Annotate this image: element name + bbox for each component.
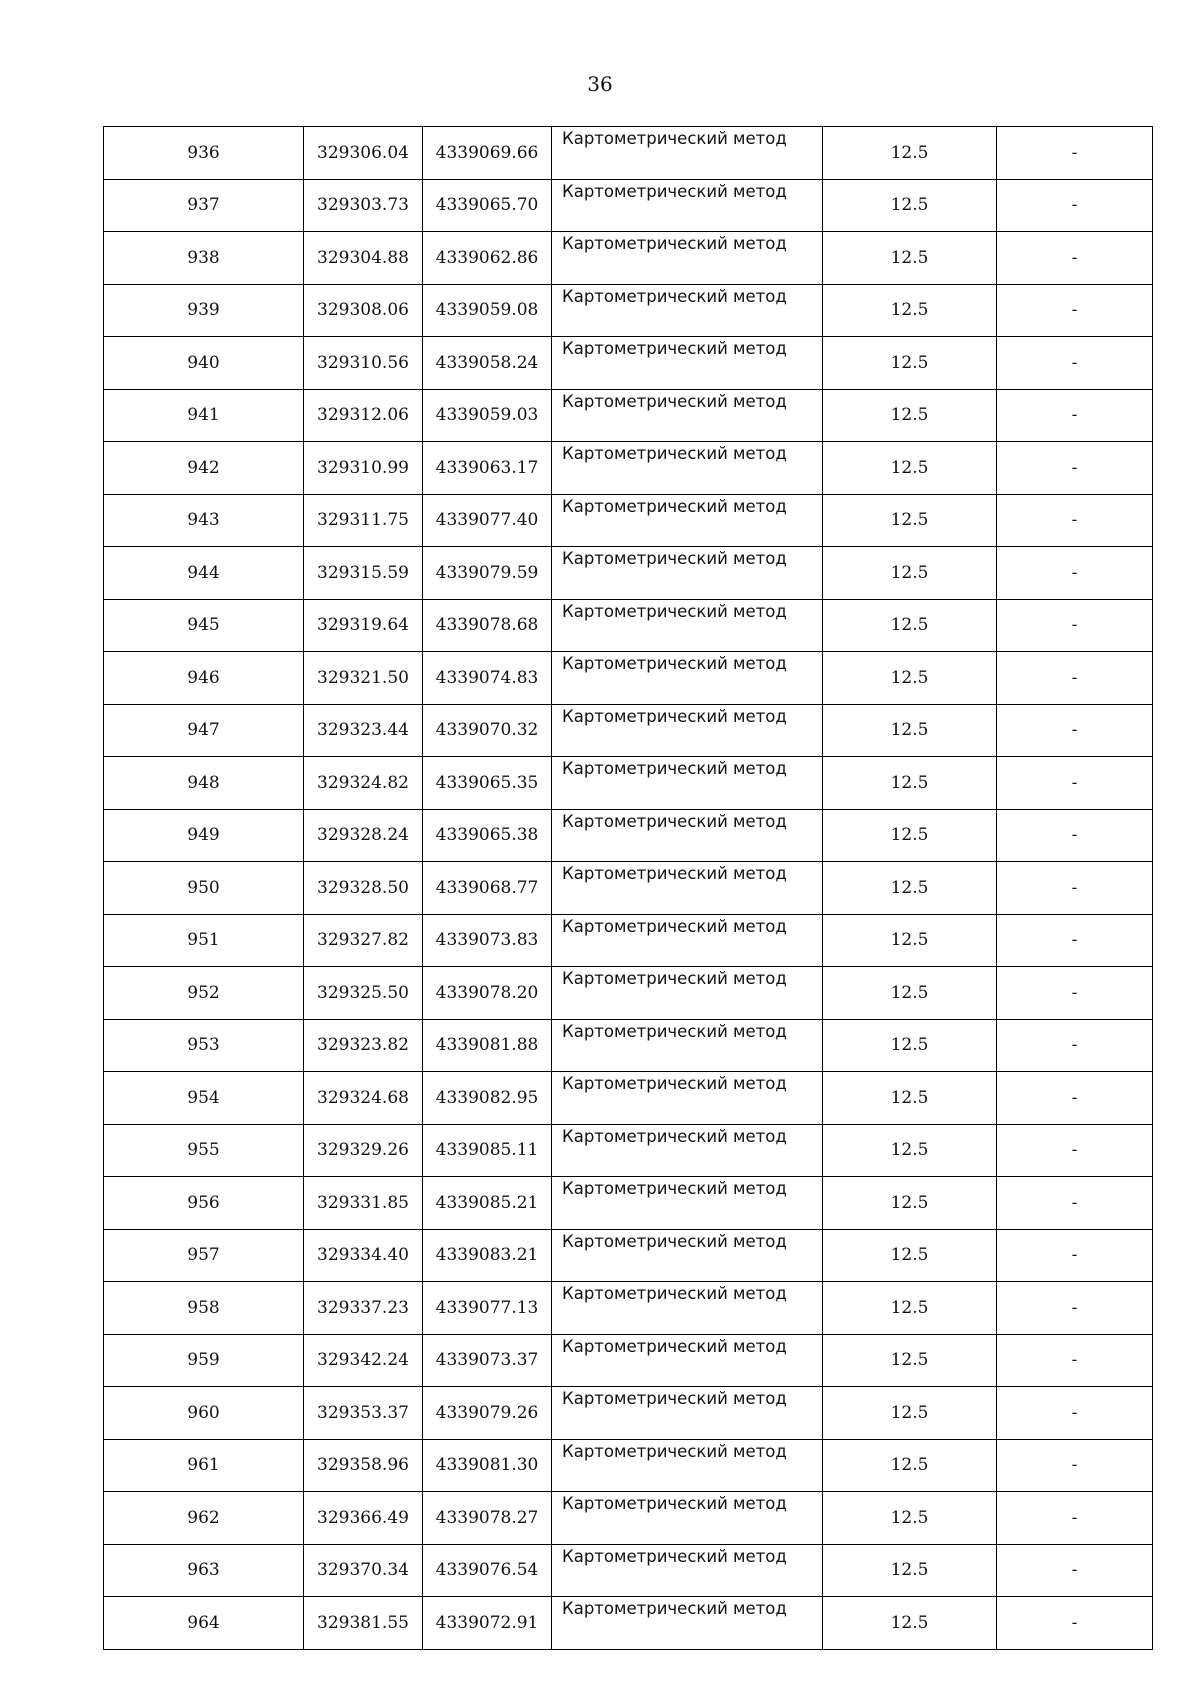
accuracy-cell: 12.5: [823, 284, 997, 337]
table-row: [104, 599, 1153, 652]
x-coordinate-cell: 329303.73: [304, 179, 423, 232]
y-coordinate-cell: 4339077.13: [423, 1282, 552, 1335]
table-row: [104, 232, 1153, 285]
point-number-cell: 952: [104, 967, 304, 1020]
point-number-cell: 937: [104, 179, 304, 232]
point-number-cell: 939: [104, 284, 304, 337]
x-coordinate-cell: 329353.37: [304, 1387, 423, 1440]
x-coordinate-cell: 329381.55: [304, 1597, 423, 1650]
table-row: [104, 284, 1153, 337]
y-coordinate-cell: 4339078.68: [423, 599, 552, 652]
table-row: [104, 757, 1153, 810]
x-coordinate-cell: 329331.85: [304, 1177, 423, 1230]
note-cell: -: [997, 1492, 1153, 1545]
accuracy-cell: 12.5: [823, 1124, 997, 1177]
note-cell: -: [997, 1229, 1153, 1282]
y-coordinate-cell: 4339078.27: [423, 1492, 552, 1545]
point-number-cell: 954: [104, 1072, 304, 1125]
method-cell: Картометрический метод: [552, 704, 823, 757]
table-row: [104, 704, 1153, 757]
point-number-cell: 944: [104, 547, 304, 600]
x-coordinate-cell: 329324.82: [304, 757, 423, 810]
accuracy-cell: 12.5: [823, 127, 997, 180]
note-cell: -: [997, 232, 1153, 285]
method-cell: Картометрический метод: [552, 389, 823, 442]
table-row: [104, 1492, 1153, 1545]
point-number-cell: 945: [104, 599, 304, 652]
x-coordinate-cell: 329319.64: [304, 599, 423, 652]
x-coordinate-cell: 329311.75: [304, 494, 423, 547]
accuracy-cell: 12.5: [823, 337, 997, 390]
point-number-cell: 962: [104, 1492, 304, 1545]
note-cell: -: [997, 757, 1153, 810]
x-coordinate-cell: 329328.24: [304, 809, 423, 862]
accuracy-cell: 12.5: [823, 1334, 997, 1387]
note-cell: -: [997, 442, 1153, 495]
coordinates-table: [103, 126, 1153, 1650]
table-row: [104, 127, 1153, 180]
point-number-cell: 960: [104, 1387, 304, 1440]
accuracy-cell: 12.5: [823, 547, 997, 600]
accuracy-cell: 12.5: [823, 1439, 997, 1492]
accuracy-cell: 12.5: [823, 704, 997, 757]
table-row: [104, 862, 1153, 915]
y-coordinate-cell: 4339077.40: [423, 494, 552, 547]
y-coordinate-cell: 4339074.83: [423, 652, 552, 705]
note-cell: -: [997, 809, 1153, 862]
accuracy-cell: 12.5: [823, 232, 997, 285]
table-row: [104, 1597, 1153, 1650]
table-row: [104, 1177, 1153, 1230]
y-coordinate-cell: 4339073.83: [423, 914, 552, 967]
table-row: [104, 1072, 1153, 1125]
table-row: [104, 809, 1153, 862]
y-coordinate-cell: 4339073.37: [423, 1334, 552, 1387]
x-coordinate-cell: 329321.50: [304, 652, 423, 705]
method-cell: Картометрический метод: [552, 914, 823, 967]
note-cell: -: [997, 862, 1153, 915]
method-cell: Картометрический метод: [552, 1492, 823, 1545]
accuracy-cell: 12.5: [823, 1492, 997, 1545]
note-cell: -: [997, 337, 1153, 390]
table-row: [104, 442, 1153, 495]
x-coordinate-cell: 329306.04: [304, 127, 423, 180]
accuracy-cell: 12.5: [823, 809, 997, 862]
x-coordinate-cell: 329327.82: [304, 914, 423, 967]
point-number-cell: 947: [104, 704, 304, 757]
table-row: [104, 1544, 1153, 1597]
note-cell: -: [997, 704, 1153, 757]
point-number-cell: 943: [104, 494, 304, 547]
accuracy-cell: 12.5: [823, 389, 997, 442]
table-row: [104, 914, 1153, 967]
x-coordinate-cell: 329310.56: [304, 337, 423, 390]
accuracy-cell: 12.5: [823, 599, 997, 652]
accuracy-cell: 12.5: [823, 1597, 997, 1650]
note-cell: -: [997, 1334, 1153, 1387]
method-cell: Картометрический метод: [552, 232, 823, 285]
y-coordinate-cell: 4339078.20: [423, 967, 552, 1020]
point-number-cell: 942: [104, 442, 304, 495]
note-cell: -: [997, 599, 1153, 652]
y-coordinate-cell: 4339069.66: [423, 127, 552, 180]
method-cell: Картометрический метод: [552, 127, 823, 180]
note-cell: -: [997, 389, 1153, 442]
point-number-cell: 938: [104, 232, 304, 285]
method-cell: Картометрический метод: [552, 284, 823, 337]
y-coordinate-cell: 4339081.88: [423, 1019, 552, 1072]
accuracy-cell: 12.5: [823, 1019, 997, 1072]
method-cell: Картометрический метод: [552, 1544, 823, 1597]
y-coordinate-cell: 4339085.21: [423, 1177, 552, 1230]
accuracy-cell: 12.5: [823, 967, 997, 1020]
point-number-cell: 963: [104, 1544, 304, 1597]
table-row: [104, 389, 1153, 442]
method-cell: Картометрический метод: [552, 809, 823, 862]
note-cell: -: [997, 127, 1153, 180]
method-cell: Картометрический метод: [552, 652, 823, 705]
y-coordinate-cell: 4339085.11: [423, 1124, 552, 1177]
note-cell: -: [997, 914, 1153, 967]
method-cell: Картометрический метод: [552, 179, 823, 232]
table-row: [104, 547, 1153, 600]
method-cell: Картометрический метод: [552, 547, 823, 600]
note-cell: -: [997, 1177, 1153, 1230]
table-row: [104, 1439, 1153, 1492]
x-coordinate-cell: 329324.68: [304, 1072, 423, 1125]
accuracy-cell: 12.5: [823, 1282, 997, 1335]
table-row: [104, 1282, 1153, 1335]
y-coordinate-cell: 4339065.38: [423, 809, 552, 862]
table-row: [104, 652, 1153, 705]
y-coordinate-cell: 4339072.91: [423, 1597, 552, 1650]
point-number-cell: 955: [104, 1124, 304, 1177]
table-row: [104, 1019, 1153, 1072]
note-cell: -: [997, 494, 1153, 547]
y-coordinate-cell: 4339070.32: [423, 704, 552, 757]
method-cell: Картометрический метод: [552, 1072, 823, 1125]
method-cell: Картометрический метод: [552, 1124, 823, 1177]
point-number-cell: 964: [104, 1597, 304, 1650]
point-number-cell: 949: [104, 809, 304, 862]
x-coordinate-cell: 329366.49: [304, 1492, 423, 1545]
table-row: [104, 1229, 1153, 1282]
accuracy-cell: 12.5: [823, 652, 997, 705]
point-number-cell: 959: [104, 1334, 304, 1387]
method-cell: Картометрический метод: [552, 599, 823, 652]
accuracy-cell: 12.5: [823, 1072, 997, 1125]
accuracy-cell: 12.5: [823, 914, 997, 967]
accuracy-cell: 12.5: [823, 442, 997, 495]
method-cell: Картометрический метод: [552, 337, 823, 390]
accuracy-cell: 12.5: [823, 757, 997, 810]
y-coordinate-cell: 4339059.03: [423, 389, 552, 442]
point-number-cell: 953: [104, 1019, 304, 1072]
note-cell: -: [997, 1124, 1153, 1177]
note-cell: -: [997, 1072, 1153, 1125]
y-coordinate-cell: 4339083.21: [423, 1229, 552, 1282]
y-coordinate-cell: 4339076.54: [423, 1544, 552, 1597]
method-cell: Картометрический метод: [552, 862, 823, 915]
method-cell: Картометрический метод: [552, 967, 823, 1020]
x-coordinate-cell: 329337.23: [304, 1282, 423, 1335]
point-number-cell: 958: [104, 1282, 304, 1335]
y-coordinate-cell: 4339082.95: [423, 1072, 552, 1125]
x-coordinate-cell: 329308.06: [304, 284, 423, 337]
accuracy-cell: 12.5: [823, 1229, 997, 1282]
table-row: [104, 1334, 1153, 1387]
note-cell: -: [997, 1282, 1153, 1335]
y-coordinate-cell: 4339063.17: [423, 442, 552, 495]
point-number-cell: 951: [104, 914, 304, 967]
method-cell: Картометрический метод: [552, 1177, 823, 1230]
x-coordinate-cell: 329334.40: [304, 1229, 423, 1282]
method-cell: Картометрический метод: [552, 442, 823, 495]
x-coordinate-cell: 329342.24: [304, 1334, 423, 1387]
method-cell: Картометрический метод: [552, 1282, 823, 1335]
page-number: 36: [587, 72, 613, 96]
point-number-cell: 950: [104, 862, 304, 915]
method-cell: Картометрический метод: [552, 1229, 823, 1282]
note-cell: -: [997, 547, 1153, 600]
accuracy-cell: 12.5: [823, 1544, 997, 1597]
note-cell: -: [997, 652, 1153, 705]
coordinates-table-body: [104, 127, 1153, 1650]
x-coordinate-cell: 329358.96: [304, 1439, 423, 1492]
point-number-cell: 941: [104, 389, 304, 442]
point-number-cell: 936: [104, 127, 304, 180]
accuracy-cell: 12.5: [823, 1177, 997, 1230]
y-coordinate-cell: 4339068.77: [423, 862, 552, 915]
method-cell: Картометрический метод: [552, 1387, 823, 1440]
y-coordinate-cell: 4339081.30: [423, 1439, 552, 1492]
x-coordinate-cell: 329325.50: [304, 967, 423, 1020]
x-coordinate-cell: 329310.99: [304, 442, 423, 495]
x-coordinate-cell: 329323.44: [304, 704, 423, 757]
x-coordinate-cell: 329370.34: [304, 1544, 423, 1597]
method-cell: Картометрический метод: [552, 494, 823, 547]
x-coordinate-cell: 329328.50: [304, 862, 423, 915]
note-cell: -: [997, 1387, 1153, 1440]
point-number-cell: 961: [104, 1439, 304, 1492]
accuracy-cell: 12.5: [823, 179, 997, 232]
note-cell: -: [997, 1019, 1153, 1072]
x-coordinate-cell: 329304.88: [304, 232, 423, 285]
y-coordinate-cell: 4339079.59: [423, 547, 552, 600]
method-cell: Картометрический метод: [552, 757, 823, 810]
note-cell: -: [997, 1439, 1153, 1492]
note-cell: -: [997, 1544, 1153, 1597]
table-row: [104, 337, 1153, 390]
point-number-cell: 940: [104, 337, 304, 390]
accuracy-cell: 12.5: [823, 1387, 997, 1440]
method-cell: Картометрический метод: [552, 1439, 823, 1492]
note-cell: -: [997, 179, 1153, 232]
x-coordinate-cell: 329312.06: [304, 389, 423, 442]
method-cell: Картометрический метод: [552, 1334, 823, 1387]
y-coordinate-cell: 4339065.35: [423, 757, 552, 810]
point-number-cell: 946: [104, 652, 304, 705]
accuracy-cell: 12.5: [823, 862, 997, 915]
note-cell: -: [997, 1597, 1153, 1650]
table-row: [104, 494, 1153, 547]
note-cell: -: [997, 284, 1153, 337]
y-coordinate-cell: 4339065.70: [423, 179, 552, 232]
note-cell: -: [997, 967, 1153, 1020]
x-coordinate-cell: 329323.82: [304, 1019, 423, 1072]
x-coordinate-cell: 329329.26: [304, 1124, 423, 1177]
point-number-cell: 957: [104, 1229, 304, 1282]
point-number-cell: 948: [104, 757, 304, 810]
point-number-cell: 956: [104, 1177, 304, 1230]
method-cell: Картометрический метод: [552, 1019, 823, 1072]
accuracy-cell: 12.5: [823, 494, 997, 547]
table-row: [104, 967, 1153, 1020]
y-coordinate-cell: 4339058.24: [423, 337, 552, 390]
y-coordinate-cell: 4339062.86: [423, 232, 552, 285]
y-coordinate-cell: 4339059.08: [423, 284, 552, 337]
y-coordinate-cell: 4339079.26: [423, 1387, 552, 1440]
method-cell: Картометрический метод: [552, 1597, 823, 1650]
table-row: [104, 1387, 1153, 1440]
table-row: [104, 1124, 1153, 1177]
table-row: [104, 179, 1153, 232]
x-coordinate-cell: 329315.59: [304, 547, 423, 600]
